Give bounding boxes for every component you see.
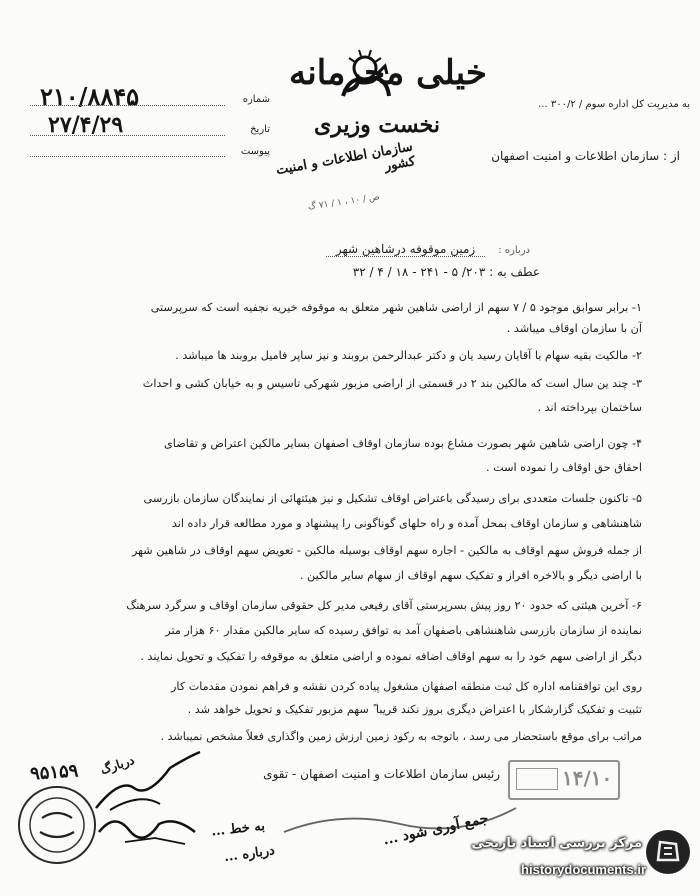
handwritten-note-top: دربارگ — [98, 752, 136, 778]
subject-value: زمین موقوفه درشاهین شهر — [326, 242, 485, 257]
body-line: احقاق حق اوقاف را نموده است . — [486, 461, 642, 474]
archive-watermark — [440, 826, 696, 892]
recipient-line: به مدیریت کل اداره سوم / ۳۰۰/۲ ... — [538, 99, 690, 110]
attach-dots — [30, 156, 225, 157]
subject-label: درباره : — [498, 245, 530, 256]
body-line: ۲- مالکیت بقیه سهام با آقایان رسید یان و دکتر عبدالرحمن بروبند و نیز ساپر فامیل بروبند ها میباشد . — [175, 349, 642, 362]
signatory-title: رئیس سازمان اطلاعات و امنیت اصفهان - تقوی — [263, 767, 500, 781]
body-line: ۵- تاکنون جلسات متعددی برای رسیدگی باعتراض اوقاف تشکیل و نیز هیئتهائی از نمایندگان سازمان بازرسی — [143, 492, 642, 505]
body-line: نماینده از سازمان بازرسی شاهنشاهی باصفهان آمد به توافق رسیده که سایر مالکین مقدار ۶۰ هزار متر — [165, 624, 642, 637]
body-line: آن با سازمان اوقاف میباشد . — [506, 322, 642, 335]
lion-sun-emblem-icon — [335, 48, 395, 100]
handwritten-note-bottom-center: جمع آوری شود ... — [381, 810, 490, 849]
body-line: روی این توافقنامه اداره کل ثبت منطقه اصفهان مشغول پیاده کردن نقشه و فراهم نمودن مقدمات کار — [171, 680, 642, 693]
handwritten-initials-scribble — [95, 802, 205, 852]
stamp-number: ۱۴/۱۰ — [562, 766, 613, 790]
date-value: ۲۷/۴/۲۹ — [48, 112, 124, 138]
reference-line: عطف به : ۲۰۳/ ۵ - ۲۴۱ - ۱۸ / ۴ / ۳۲ — [352, 265, 540, 279]
body-line: تثبیت و تفکیک گزارشکار با اعتراض دیگری بروز نکند قریبا ً سهم مزبور تفکیک و تحویل خواهد شد . — [187, 703, 642, 716]
body-line: مراتب برای موقع باستحضار می رسد ، باتوجه به رکود زمین ارزش زمین واگذاری فعلاً مشخص نمیباشد . — [160, 730, 642, 743]
date-label: تاریخ — [250, 124, 270, 135]
subject-row — [180, 238, 530, 258]
sender-line: از : سازمان اطلاعات و امنیت اصفهان — [491, 149, 680, 163]
body-line: ۶- آخرین هیئتی که حدود ۲۰ روز پیش بسرپرستی آقای رفیعی مدیر کل حقوقی سازمان اوقاف و سرگرد سرهنگ — [126, 599, 642, 612]
body-line: از جمله فروش سهم اوقاف به مالکین - اجاره سهم اوقاف بوسیله مالکین - تعویض سهم اوقاف در شاهین شهر — [131, 544, 642, 557]
body-line: ۳- چند ین سال است که مالکین بند ۲ در قسمتی از اراضی مزبور شهرکی تاسیس و به خیابان کشی و احداث — [142, 377, 642, 390]
archive-site-url: historydocuments.ir — [521, 862, 646, 877]
date-dots — [30, 135, 225, 136]
stamp-inner-box — [516, 768, 558, 790]
handwritten-note-mid: به خط ... — [210, 818, 266, 840]
dept-code: ص / ۱۰ ، ۱ / ۷۱ گ — [307, 192, 381, 213]
number-label: شماره — [242, 94, 270, 105]
meta-attach-row — [30, 142, 270, 162]
body-line: با اراضی دیگر و بالاخره افراز و تفکیک سهم اوقاف از سهام سایر مالکین . — [299, 569, 642, 582]
archive-logo-icon — [646, 830, 690, 874]
handwritten-number: ۹۵۱۵۹ — [29, 760, 80, 785]
circular-seal — [18, 786, 96, 864]
classification-banner: خیلی محرمانه — [289, 53, 487, 93]
body-line: ۴- چون اراضی شاهین شهر بصورت مشاع بوده سازمان اوقاف اصفهان بسایر مالکین اعتراض و تقاضای — [164, 437, 642, 450]
body-line: ۱- برابر سوابق موجود ۵ / ۷ سهم از اراضی شاهین شهر متعلق به موقوفه خیریه نجفیه است که سرپرستی — [150, 301, 642, 314]
archive-org-name: مرکز بررسی اسناد تاریخی — [471, 836, 642, 851]
body-line: دیگر از اراضی سهم خود را به سهم اوقاف اضافه نموده و اراضی متعلق به موقوفه را تفکیک و تحویل نمایند . — [140, 650, 642, 663]
number-dots — [30, 105, 225, 106]
number-value: ۲۱۰/۸۸۴۵ — [40, 82, 139, 111]
registration-stamp — [508, 760, 620, 800]
body-line: شاهنشاهی و سازمان اوقاف بمحل آمده و راه حلهای گوناگونی را پیشنهاد و مورد مطالعه قرار داده اند — [171, 517, 642, 530]
attach-label: پیوست — [240, 146, 270, 157]
org-subtitle: سازمان اطلاعات و امنیت کشور — [274, 139, 417, 179]
handwritten-note-bottom-left: درباره ... — [223, 843, 276, 866]
meta-number-row — [30, 82, 270, 112]
body-line: ساختمان بپرداخته اند . — [537, 401, 642, 414]
meta-date-row — [30, 112, 270, 142]
org-title: نخست وزیری — [314, 112, 440, 138]
